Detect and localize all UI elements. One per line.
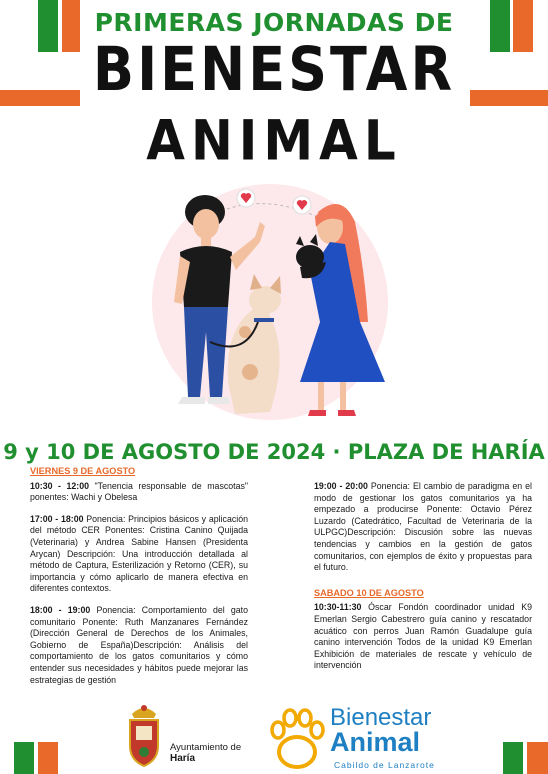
heart-icon bbox=[237, 189, 255, 207]
item-text: Ponencia: Comportamiento del gato comunitario Ponente: Ruth Manzanares Fernández (Dirección General de Derechos de los Animales, Gobierno de España)Descripción: Análisis del comportamiento de los gatos comunitarios y cómo entender sus necesidades y hábitos puede mejorar las estrategias de gestión bbox=[30, 604, 248, 685]
stripe-green-bottom-right bbox=[503, 742, 523, 774]
item-time: 19:00 - 20:00 bbox=[314, 481, 368, 491]
stripe-orange-bottom-left bbox=[38, 742, 58, 774]
ayuntamiento-line2: Haría bbox=[170, 753, 196, 764]
bienestar-animal-logo bbox=[268, 700, 448, 774]
heart-icon bbox=[293, 196, 311, 214]
stripe-orange-bottom-right bbox=[527, 742, 548, 774]
ayuntamiento-logo bbox=[124, 700, 254, 774]
program-item bbox=[30, 481, 248, 504]
brand-line2: Animal bbox=[330, 727, 421, 757]
item-text: Óscar Fondón coordinador unidad K9 Emerlan Sergio Cabestrero guía canino y rescatador acuático con perros Juan Ramón Guadalupe guía canino intervención Todos de la unidad K9 Emerlan Exhibición de materiales de rescate y vehículo de intervención bbox=[314, 602, 532, 671]
program-item bbox=[314, 481, 532, 574]
brand-line3: Cabildo de Lanzarote bbox=[334, 760, 435, 770]
item-time: 10:30 - 12:00 bbox=[30, 480, 90, 491]
program-item bbox=[30, 605, 248, 686]
day-title-friday: VIERNES 9 DE AGOSTO bbox=[30, 466, 136, 476]
paw-icon bbox=[268, 708, 326, 770]
stripe-green-bottom-left bbox=[14, 742, 34, 774]
program-left-column bbox=[30, 466, 248, 696]
title-line-1: PRIMERAS JORNADAS DE bbox=[94, 8, 454, 37]
item-text: "Tenencia responsable de mascotas" ponentes: Wachi y Obelesa bbox=[30, 480, 248, 503]
event-date-place: 9 y 10 DE AGOSTO DE 2024 · PLAZA DE HARÍA bbox=[3, 440, 545, 464]
program-item bbox=[314, 602, 532, 672]
coat-of-arms-icon bbox=[124, 700, 164, 772]
item-time: 17:00 - 18:00 bbox=[30, 513, 84, 524]
item-time: 10:30-11:30 bbox=[314, 602, 362, 613]
ayuntamiento-line1: Ayuntamiento de bbox=[170, 742, 242, 753]
ayuntamiento-text bbox=[170, 742, 241, 764]
item-text: Ponencia: El cambio de paradigma en el modo de gestionar los gatos comunitarios ya ha empezado a producirse Ponente: Octavio Pérez Luzardo (Catedrático, Facultad de Veterinaria de la ULPGC)Descripción: Discusión sobre las nuevas tendencias y cambios en la gestión de gatos comunitarios, con ejemplos de éxito y propuestas para el futuro. bbox=[314, 481, 532, 573]
program-right-column bbox=[314, 481, 532, 682]
item-text: Ponencia: Principios básicos y aplicación del método CER Ponentes: Cristina Canino Quijada (Veterinaria) y Andrea Sabine Hansen (Presidenta Arycan) Descripción: Una introducción detallada al método de Captura, Esterilización y Retorno (CER), su importancia y cómo aplicarlo de manera efectiva en diferentes contextos. bbox=[30, 513, 248, 594]
title-line-3: ANIMAL bbox=[146, 109, 402, 173]
item-time: 18:00 - 19:00 bbox=[30, 604, 91, 615]
title-line-2: BIENESTAR bbox=[92, 34, 456, 105]
day-title-saturday: SABADO 10 DE AGOSTO bbox=[314, 587, 424, 598]
illustration bbox=[150, 182, 400, 427]
program-item bbox=[30, 514, 248, 595]
brand-line1: Bienestar bbox=[330, 704, 432, 731]
